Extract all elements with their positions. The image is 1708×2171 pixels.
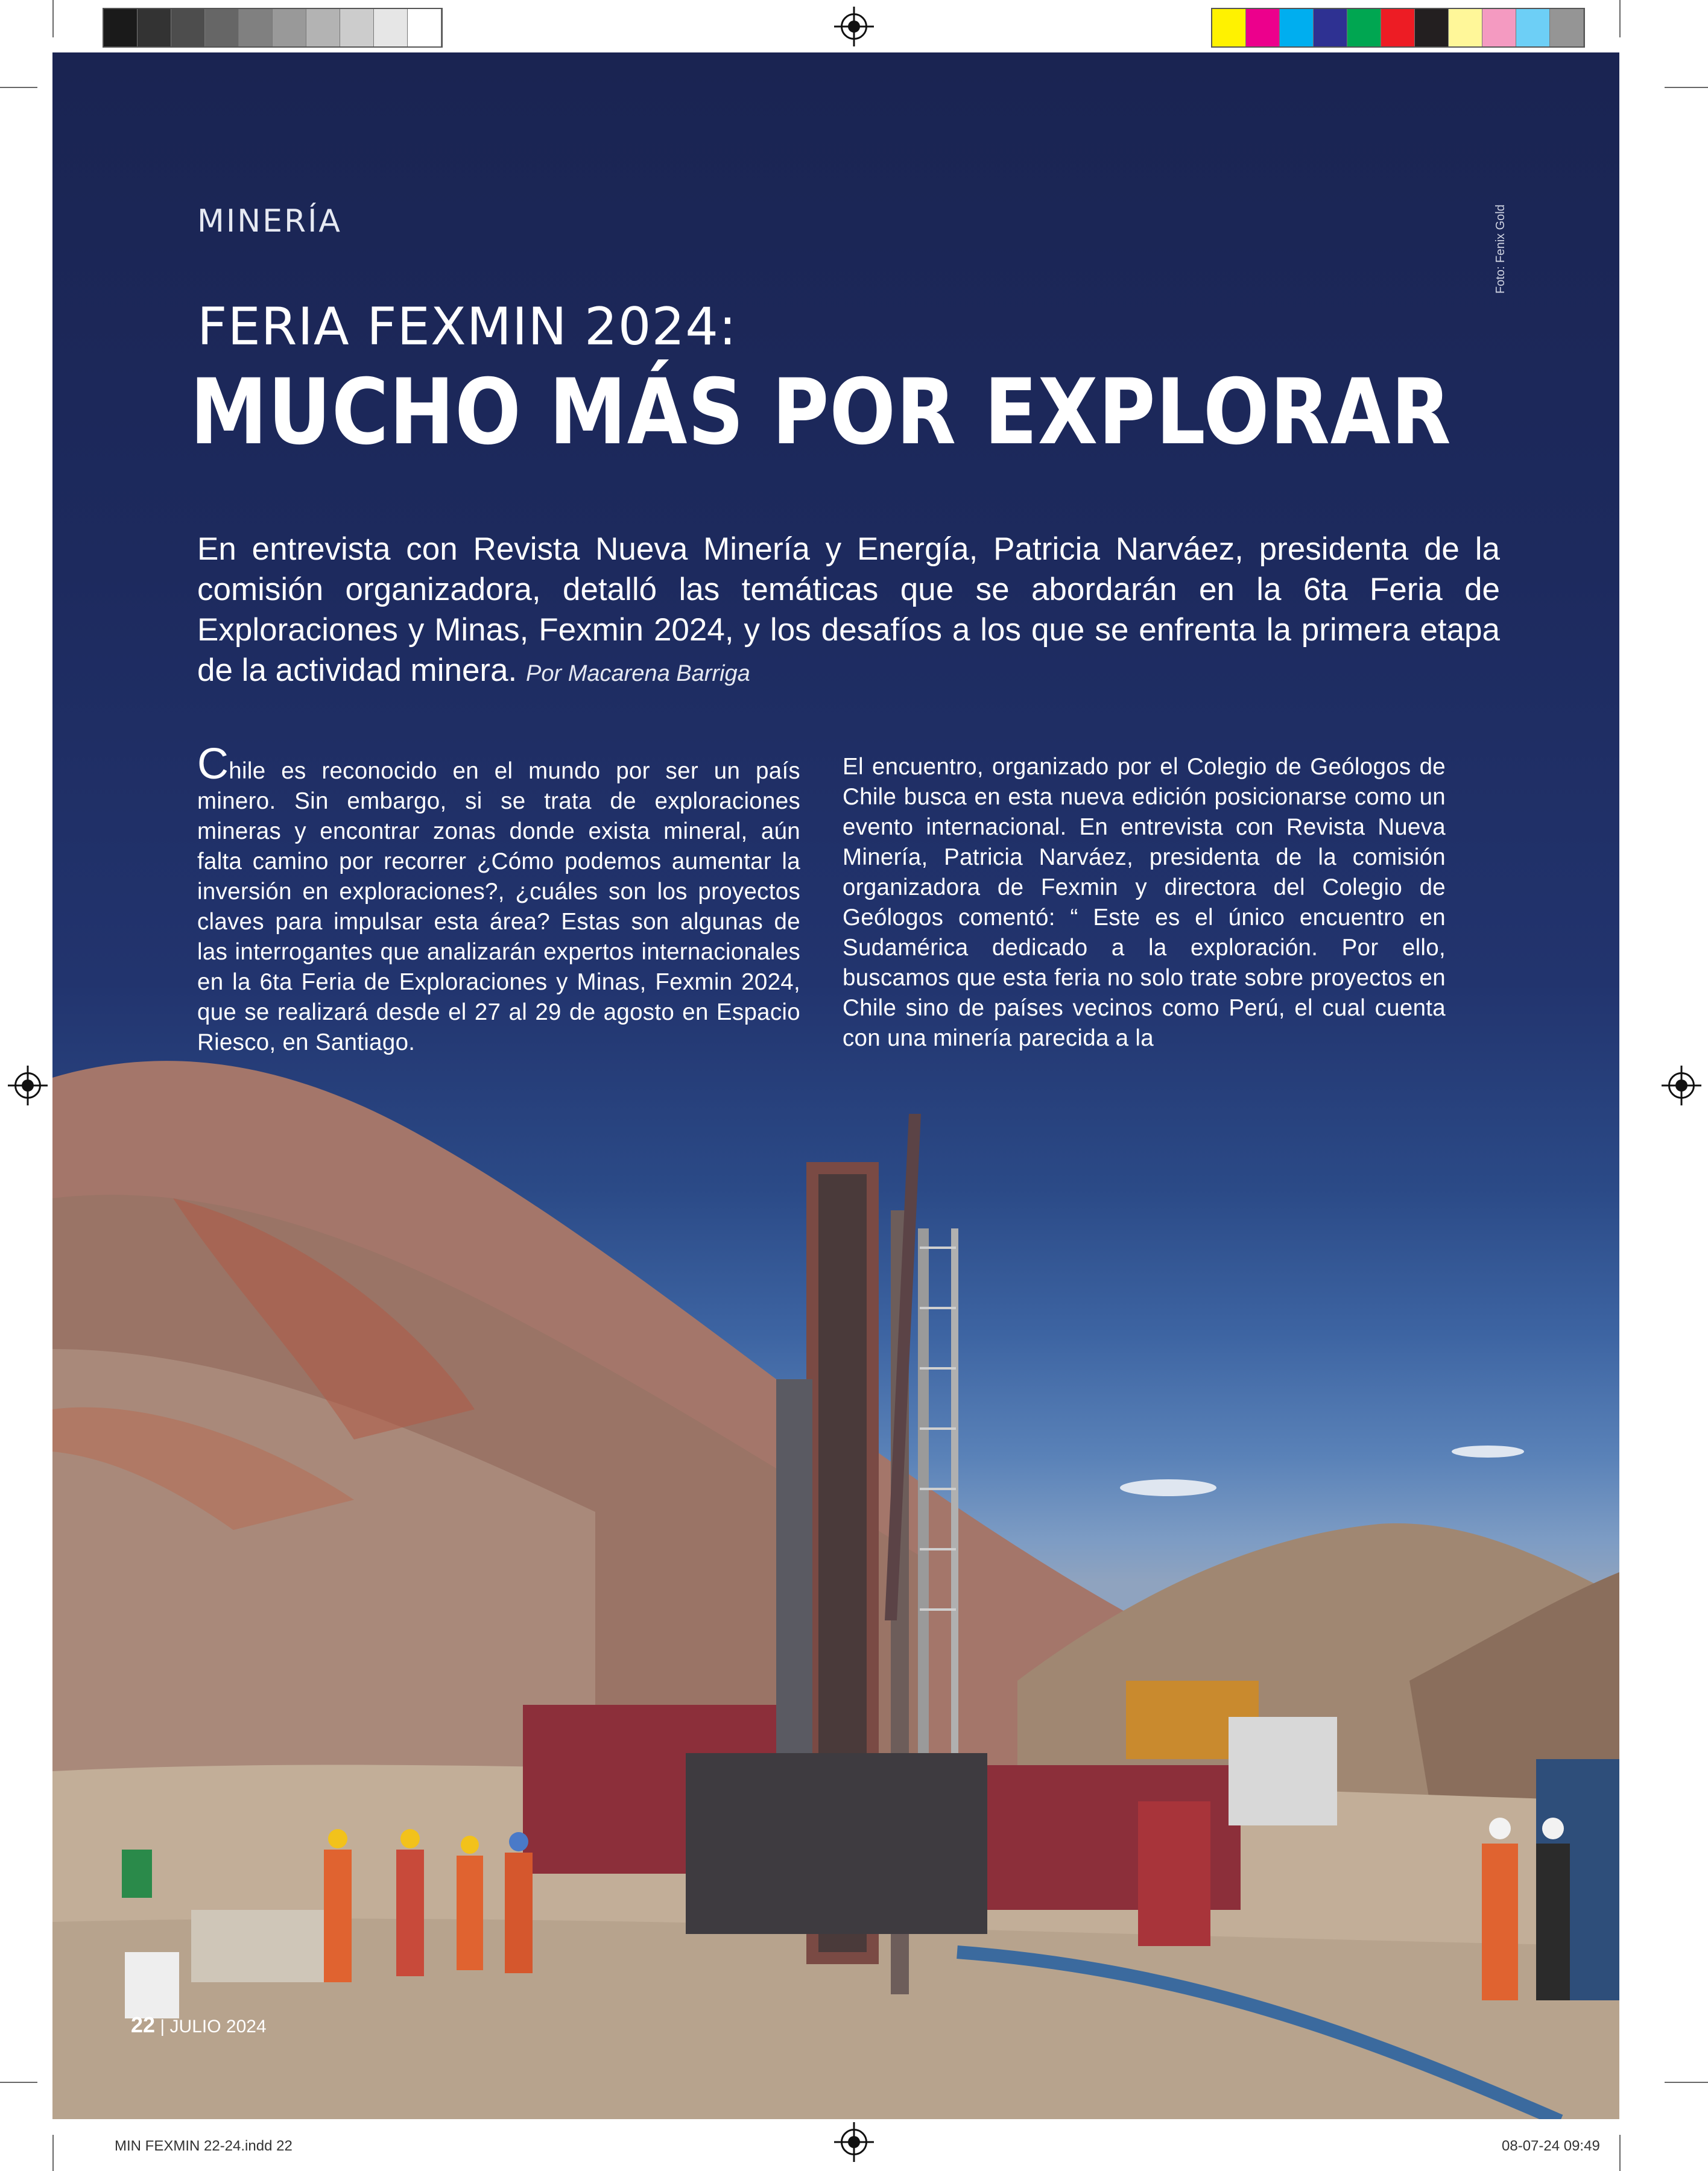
slug-file-info: MIN FEXMIN 22-24.indd 22 [115,2138,293,2154]
article-headline: MUCHO MÁS POR EXPLORAR [190,360,1452,465]
color-calibration-bar [1211,8,1585,48]
gray-swatch [104,9,138,46]
crop-mark [52,0,54,37]
crop-mark [0,2082,37,2083]
gray-swatch [306,9,340,46]
color-swatch [1212,9,1246,46]
footer-separator: | [160,2017,165,2037]
slug-timestamp: 08-07-24 09:49 [1502,2138,1600,2154]
color-swatch [1482,9,1516,46]
article-lead [197,529,1500,694]
page-number: 22 [131,2012,156,2037]
article-kicker: FERIA FEXMIN 2024: [197,297,737,357]
color-swatch [1314,9,1347,46]
gray-swatch [408,9,441,46]
body-column-2 [843,752,1446,1054]
photo-credit: Foto: Fenix Gold [1494,204,1507,294]
gray-swatch [171,9,205,46]
registration-mark-bottom-icon [841,2129,867,2155]
gray-swatch [239,9,273,46]
crop-mark [0,87,37,88]
crop-mark [1619,0,1621,37]
gray-swatch [374,9,408,46]
registration-mark-right-icon [1668,1072,1695,1099]
color-swatch [1246,9,1280,46]
color-swatch [1415,9,1449,46]
color-swatch [1347,9,1381,46]
body-text-1: hile es reconocido en el mundo por ser un país minero. Sin embargo, si se trata de exploraciones mineras y encontrar zonas donde exista mineral, aún falta camino por recorrer ¿Cómo podemos aumentar la inversión en exploraciones?, ¿cuáles son los proyectos claves para impulsar esta área? Estas son algunas de las interrogantes que analizarán expertos internacionales en la 6ta Feria de Exploraciones y Minas, Fexmin 2024, que se realizará desde el 27 al 29 de agosto en Espacio Riesco, en Santiago. [197,758,800,1055]
crop-mark [1665,2082,1708,2083]
drop-cap: C [197,740,229,788]
color-swatch [1449,9,1482,46]
color-swatch [1550,9,1584,46]
registration-mark-top-icon [841,13,867,40]
crop-mark [52,2135,54,2171]
registration-mark-left-icon [14,1072,41,1099]
gray-swatch [205,9,239,46]
gray-swatch [340,9,374,46]
lead-text: En entrevista con Revista Nueva Minería y Energía, Patricia Narváez, presidenta de la comisión organizadora, detalló las temáticas que se abordarán en la 6ta Feria de Exploraciones y Minas, Fexmin 2024, y los desafíos a los que se enfrenta la primera etapa de la actividad minera. [197,531,1500,688]
color-swatch [1381,9,1415,46]
grayscale-calibration-bar [103,8,443,48]
issue-date: JULIO 2024 [169,2017,267,2037]
crop-mark [1665,87,1708,88]
body-text-2: El encuentro, organizado por el Colegio de Geólogos de Chile busca en esta nueva edición posicionarse como un evento internacional. En entrevista con Revista Nueva Minería, Patricia Narváez, presidenta de la comisión organizadora de Fexmin y directora del Colegio de Geólogos comentó: “ Este es el único encuentro en Sudamérica dedicado a la exploración. Por ello, buscamos que esta feria no solo trate sobre proyectos en Chile sino de países vecinos como Perú, el cual cuenta con una minería parecida a la [843,754,1446,1051]
crop-mark [1619,2135,1621,2171]
gray-swatch [273,9,306,46]
magazine-page [52,52,1619,2119]
color-swatch [1516,9,1550,46]
color-swatch [1280,9,1314,46]
body-column-1 [197,740,800,1058]
byline: Por Macarena Barriga [526,661,750,686]
section-label: MINERÍA [197,203,342,239]
gray-swatch [138,9,171,46]
page-footer [131,2012,267,2038]
